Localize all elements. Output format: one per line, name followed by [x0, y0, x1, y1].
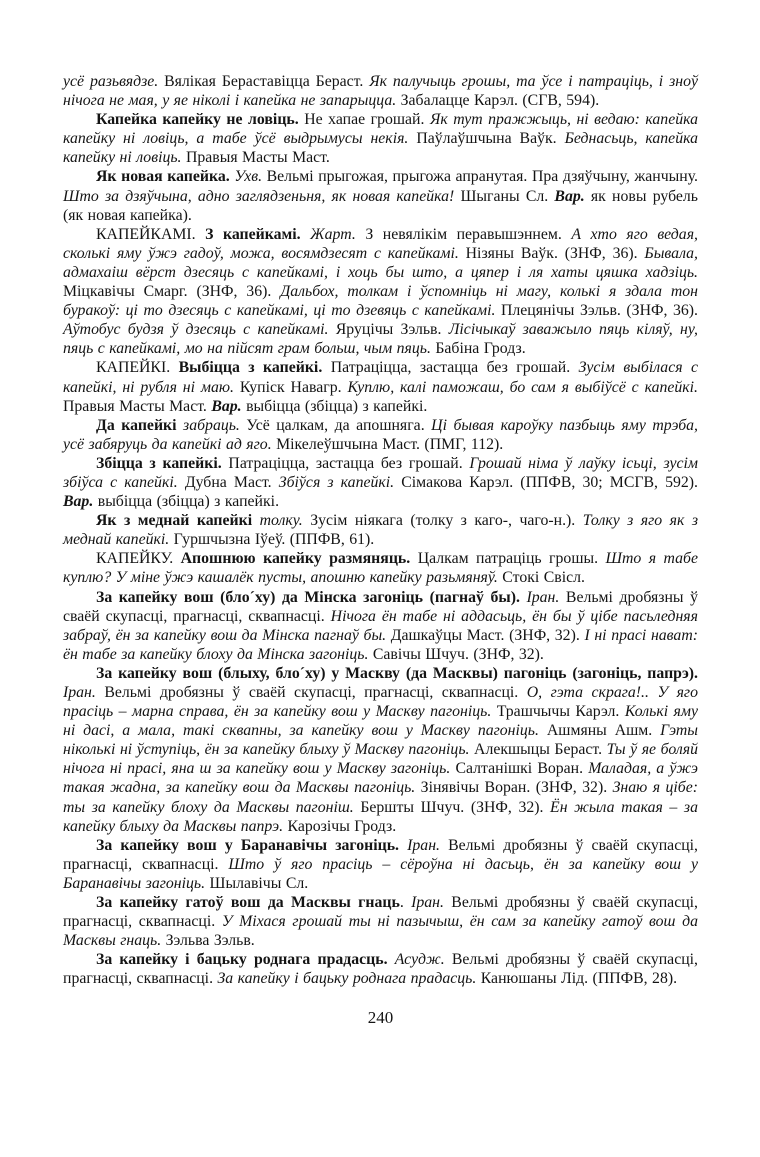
text-run: Іран.	[411, 894, 452, 912]
text-run: Капейка капейку не ловіць.	[96, 111, 305, 129]
text-run: Дальбох, толкам і ўспомніць ні магу, колькі я здала тон буракоў: ці то дзесяць с капейкамі, ці то дзевяць с капейкамі.	[63, 283, 699, 320]
text-run: Вар.	[554, 187, 591, 205]
text-run: толку.	[259, 512, 311, 530]
text-run: З капейкамі.	[205, 225, 311, 243]
text-run: Правыя Масты Маст.	[63, 397, 212, 415]
paragraph	[63, 454, 698, 511]
text-run: Зінявічы Воран. (ЗНФ, 32).	[420, 779, 613, 797]
text-run: Бабіна Гродз.	[435, 340, 526, 358]
text-run: Іран.	[407, 836, 449, 854]
text-run: Плецянічы Зэльв. (ЗНФ, 36).	[501, 302, 698, 320]
paragraph	[63, 664, 698, 836]
text-run: Дашкаўцы Маст. (ЗНФ, 32).	[390, 626, 585, 644]
text-run: як новы рубель (як новая капейка).	[63, 187, 699, 224]
text-run: Забалацце Карэл. (СГВ, 594).	[400, 92, 600, 110]
text-run: Вялікая Бераставіцца Бераст.	[164, 73, 370, 90]
paragraph	[63, 549, 698, 587]
text-run: Збіцца з капейкі.	[96, 454, 229, 472]
text-run: Жарт.	[310, 225, 366, 243]
text-run: Асудж.	[394, 951, 452, 969]
text-run: Як палучыць грошы, та ўсе і патраціць, і зноў нічога не мая, у яе ніколі і капейка не запарыцца.	[63, 73, 698, 110]
text-run: Не хапае грошай.	[304, 111, 430, 129]
text-run: Усё цалкам, да апошняга.	[246, 416, 432, 434]
paragraph	[63, 836, 698, 893]
text-run: Вельмі дробязны ў сваёй скупасці, прагнасці, сквапнасці.	[63, 588, 699, 625]
text-run: Бершты Шчуч. (ЗНФ, 32).	[360, 798, 551, 816]
text-run: Што за дзяўчына, адно заглядзеньня, як новая капейка!	[63, 187, 461, 205]
text-run: Вельмі дробязны ў сваёй скупасці, прагнасці, сквапнасці.	[63, 836, 698, 873]
text-run: выбіцца (збіцца) з капейкі.	[246, 397, 428, 415]
text-run: .	[399, 894, 412, 912]
text-run: Трашчычы Карэл.	[496, 703, 625, 721]
text-run: Да капейкі	[96, 416, 184, 434]
text-run: Бывала, адмахаіш вёрст дзесяць с капейкамі, і хоць бы што, а цяпер і ля хаты цяшка хадзіць.	[63, 244, 698, 281]
text-run: Цалкам патраціць грошы.	[417, 550, 606, 568]
text-run: Нізяны Ваўк. (ЗНФ, 36).	[465, 244, 645, 262]
text-run: Карозічы Гродз.	[287, 817, 397, 835]
text-run: Нічога ён табе ні аддасьць, ён бы ў цібе пасьледняя забраў, ён за капейку вош да Мінска пагнаў бы.	[63, 607, 698, 644]
text-run: Ашмяны Ашм.	[546, 722, 661, 740]
text-run: усё разьвядзе.	[63, 73, 165, 90]
text-run: І ні прасі нават: ён табе за капейку блоху да Мінска загоніць.	[63, 626, 699, 663]
text-run: Паўлаўшчына Ваўк.	[416, 130, 565, 148]
text-run: Правыя Масты Маст.	[185, 149, 330, 167]
text-run: Ён жыла такая – за капейку блыху да Масквы папрэ.	[63, 798, 698, 835]
text-run: Маладая, а ўжэ такая жадна, за капейку вош да Масквы пагоніць.	[63, 760, 698, 797]
text-run: Патраціцца, застацца без грошай.	[330, 359, 579, 377]
text-run: Савічы Шчуч. (ЗНФ, 32).	[372, 645, 544, 663]
text-run: Купіск Навагр.	[239, 378, 348, 396]
text-run: Апошнюю капейку размяняць.	[180, 550, 418, 568]
text-run: Грошай німа ў лаўку ісьці, зусім збіўса с капейкі.	[63, 454, 698, 491]
paragraph	[63, 416, 698, 454]
text-run: Яруцічы Зэльв.	[335, 321, 449, 339]
text-run: За капейку вош (блыху, бло´ху) у Маскву (да Масквы) пагоніць (загоніць, папрэ).	[96, 664, 698, 682]
text-run: Стокі Свісл.	[502, 569, 585, 587]
page-number: 240	[367, 1007, 394, 1027]
text-run: Алекшыцы Бераст.	[474, 741, 607, 759]
text-run: Колькі яму ні дасі, а мала, такі сквапны, за капейку вош у Маскву пагоніць.	[63, 703, 698, 740]
text-run: Гэты ніколькі ні ўступіць, ён за капейку блыху ў Маскву пагоніць.	[63, 722, 698, 759]
text-run: Як новая капейка.	[96, 168, 235, 186]
text-run: Міцкавічы Смарг. (ЗНФ, 36).	[63, 283, 281, 301]
text-run: Беднасьць, капейка капейку ні ловіць.	[63, 130, 698, 167]
text-run: Гуршчызна Іўеў. (ППФВ, 61).	[173, 531, 375, 549]
text-run: Шыганы Сл.	[460, 187, 555, 205]
paragraph	[63, 167, 698, 224]
text-run: Патраціцца, застацца без грошай.	[228, 454, 470, 472]
paragraph	[63, 225, 698, 359]
paragraph	[63, 358, 698, 415]
text-run: КАПЕЙКУ.	[96, 550, 181, 568]
text-run: Зусім выбілася с капейкі, ні рубля ні маю.	[63, 359, 698, 396]
text-run: Салтанішкі Воран.	[455, 760, 589, 778]
text-run: Ці бывая кароўку пазбыць яму трэба, усё забяруць да капейкі ад яго.	[63, 416, 698, 453]
text-run: Зэльва Зэльв.	[165, 932, 255, 950]
text-run: Толку з яго як з меднай капейкі.	[63, 512, 698, 549]
text-run: Куплю, калі паможаш, бо сам я выбіўсё с капейкі.	[347, 378, 698, 396]
text-run: Знаю я цібе: ты за капейку блоху да Масквы пагоніш.	[63, 779, 698, 816]
text-run: Што ў яго прасіць – сёроўна ні дасьць, ён за капейку вош у Баранавічы загоніць.	[63, 855, 698, 892]
text-run: За капейку вош у Баранавічы загоніць.	[96, 836, 408, 854]
text-run: забраць.	[183, 416, 247, 434]
text-run: Вельмі дробязны ў сваёй скупасці, прагнасці, сквапнасці.	[63, 951, 698, 988]
text-run: О, гэта скрага!.. У яго прасіць – марна справа, ён за капейку вош у Маскву пагоніць.	[63, 684, 698, 721]
text-run: Што я табе куплю? У міне ўжэ кашалёк пусты, апошню капейку разьмяняў.	[63, 550, 698, 587]
text-run: Сімакова Карэл. (ППФВ, 30; МСГВ, 592).	[401, 473, 698, 491]
paragraph	[63, 110, 698, 167]
text-run: КАПЕЙКАМІ.	[96, 225, 206, 243]
text-run: Вельмі дробязны ў сваёй скупасці, прагнасці, сквапнасці.	[104, 684, 527, 701]
text-run: Іран.	[63, 684, 105, 701]
text-run: Як тут пражжыць, ні ведаю: капейка капейку ні ловіць, а табе ўсё выдрымусы некія.	[63, 111, 699, 148]
text-run: Канюшаны Лід. (ППФВ, 28).	[480, 970, 678, 988]
text-run: Шылавічы Сл.	[209, 874, 309, 892]
text-run: Як з меднай капейкі	[96, 512, 260, 530]
text-run: Вар.	[63, 493, 98, 511]
text-run: За капейку гатоў вош да Масквы гнаць	[96, 894, 400, 912]
text-run: Вельмі дробязны ў сваёй скупасці, прагнасці, сквапнасці.	[63, 894, 698, 931]
text-run: Дубна Маст.	[184, 473, 279, 491]
text-run: Лісічыкаў заважыло пяць кіляў, ну, пяць с капейкамі, мо на пійсят грам больш, чым пяць.	[63, 321, 699, 358]
text-run: Аўтобус будзя ў дзесяць с капейкамі.	[63, 321, 336, 339]
text-run: За капейку і бацьку роднага прадасць.	[96, 951, 395, 969]
text-run: Зусім ніякага (толку з каго-, чаго-н.).	[310, 512, 583, 530]
paragraph	[63, 588, 698, 664]
text-run: Іран.	[526, 588, 566, 606]
text-run: З невялікім перавышэннем.	[365, 225, 572, 243]
text-run: Мікелеўшчына Маст. (ПМГ, 112).	[276, 435, 504, 453]
paragraph	[63, 72, 698, 110]
paragraph	[63, 893, 698, 950]
text-run: КАПЕЙКІ.	[96, 359, 179, 377]
text-run: А хто яго ведая, сколькі яму ўжэ гадоў, можа, восямдзесят с капейкамі.	[63, 225, 698, 262]
text-run: Ты ў яе боляй нічога ні прасі, яна ш за капейку вош у Маскву загоніць.	[63, 741, 699, 778]
paragraph	[63, 511, 698, 549]
text-run: Вар.	[211, 397, 247, 415]
text-run: Выбіцца з капейкі.	[178, 359, 331, 377]
text-run: Збіўся з капейкі.	[278, 473, 402, 491]
text-run: Ухв.	[234, 168, 267, 186]
text-run: Вельмі прыгожая, прыгожа апранутая. Пра дзяўчыну, жанчыну.	[266, 168, 699, 186]
text-run: выбіцца (збіцца) з капейкі.	[97, 493, 280, 511]
text-run: У Міхася грошай ты ні пазычыш, ён сам за капейку гатоў вош да Масквы гнаць.	[63, 913, 698, 950]
page-body	[63, 72, 698, 989]
paragraph	[63, 950, 698, 988]
text-run: За капейку вош (бло´ху) да Мінска загоніць (пагнаў бы).	[96, 588, 527, 606]
text-run: За капейку і бацьку роднага прадасць.	[217, 970, 481, 988]
